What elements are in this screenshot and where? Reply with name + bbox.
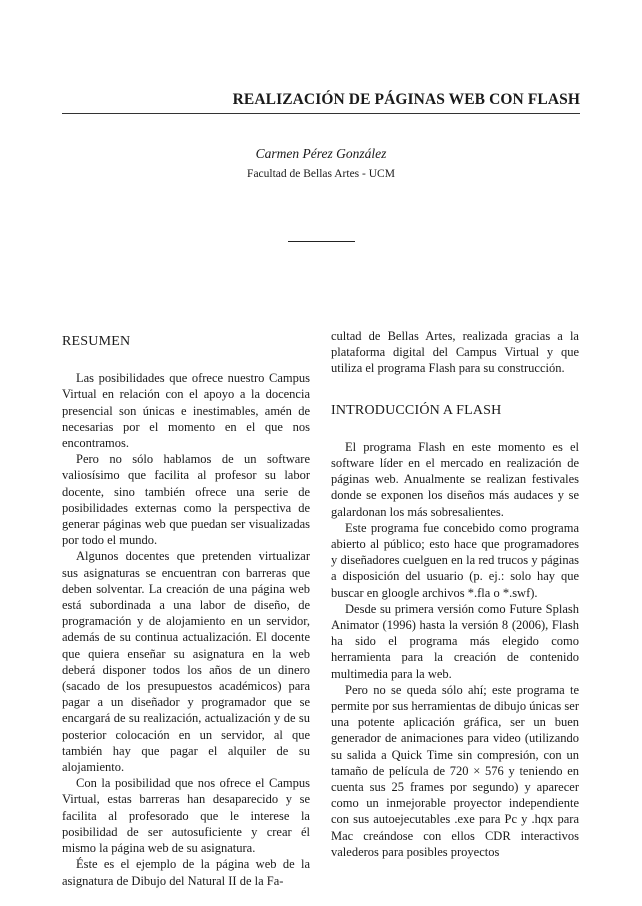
page-title: REALIZACIÓN DE PÁGINAS WEB CON FLASH: [232, 91, 580, 108]
resumen-paragraph: Las posibilidades que ofrece nuestro Campus Virtual en relación con el apoyo a la docencia presencial son únicas e inestimables, amén de necesarias por el momento en el que nos encontramos.: [62, 371, 310, 451]
resumen-paragraph: Algunos docentes que pretenden virtualizar sus asignaturas se encuentran con barreras que deben solventar. La creación de una página web está subordinada a una labor de diseño, de programación y de alojamiento en un servidor, además de su continua actualización. El docente que quiera enseñar su asignatura en la web deberá disponer todos los años de un dinero (sacado de los presupuestos académicos) para pagar a un diseñador y programador que se encargará de su realización, actualización y de su posterior colocación en un servidor, al que también hay que pagar el alquiler de su alojamiento.: [62, 549, 310, 775]
resumen-paragraph: Con la posibilidad que nos ofrece el Campus Virtual, estas barreras han desaparecido y se facilita al profesorado que le interese la posibilidad de ser autosuficiente y crear él mismo la página web de su asignatura.: [62, 776, 310, 856]
author-affiliation: Facultad de Bellas Artes - UCM: [247, 168, 395, 180]
resumen-paragraph: Pero no sólo hablamos de un software valiosísimo que facilita al profesor su labor docente, sino también ofrece una serie de posibilidades externas como la perspectiva de generar páginas web que puedan ser visualizadas por todo el mundo.: [62, 452, 310, 548]
introduccion-heading: INTRODUCCIÓN A FLASH: [331, 402, 502, 418]
resumen-paragraph: Éste es el ejemplo de la página web de la asignatura de Dibujo del Natural II de la Fa-: [62, 857, 310, 888]
introduccion-paragraph: Este programa fue concebido como programa abierto al público; esto hace que programadores y diseñadores cuelguen en la red trucos y páginas a disposición del usuario (p. ej.: solo hay que buscar en gloogle archivos *.fla o *.swf).: [331, 520, 579, 600]
introduccion-paragraph: Pero no se queda sólo ahí; este programa te permite por sus herramientas de dibujo únicas ser una potente aplicación gráfica, ser un buen generador de animaciones para video (utilizando su salida a Quick Time sin compresión, con un tamaño de película de 720 × 576 y teniendo en cuenta sus 25 frames por segundo) y aparecer como un inmejorable proyector independiente con sus autoejecutables .exe para Pc y .hqx para Mac creándose con ellos CDR interactivos valederos para posibles proyectos: [331, 682, 579, 859]
title-divider: [62, 113, 580, 114]
resumen-continuation: cultad de Bellas Artes, realizada gracias a la plataforma digital del Campus Virtual y que utiliza el programa Flash para su construcción.: [331, 329, 579, 376]
introduccion-paragraph: Desde su primera versión como Future Splash Animator (1996) hasta la versión 8 (2006), Flash ha sido el programa más elegido como herramienta para la creación de contenido multimedia para la web.: [331, 601, 579, 681]
author-name: Carmen Pérez González: [255, 146, 387, 161]
left-column: [62, 328, 310, 889]
resumen-heading: RESUMEN: [62, 334, 131, 349]
separator-rule: [288, 241, 355, 242]
introduccion-paragraph: El programa Flash en este momento es el software líder en el mercado en realización de páginas web. Anualmente se realizan festivales donde se exponen los diseños más audaces y se galardonan los más sobresalientes.: [331, 439, 579, 519]
right-column: [331, 328, 579, 860]
